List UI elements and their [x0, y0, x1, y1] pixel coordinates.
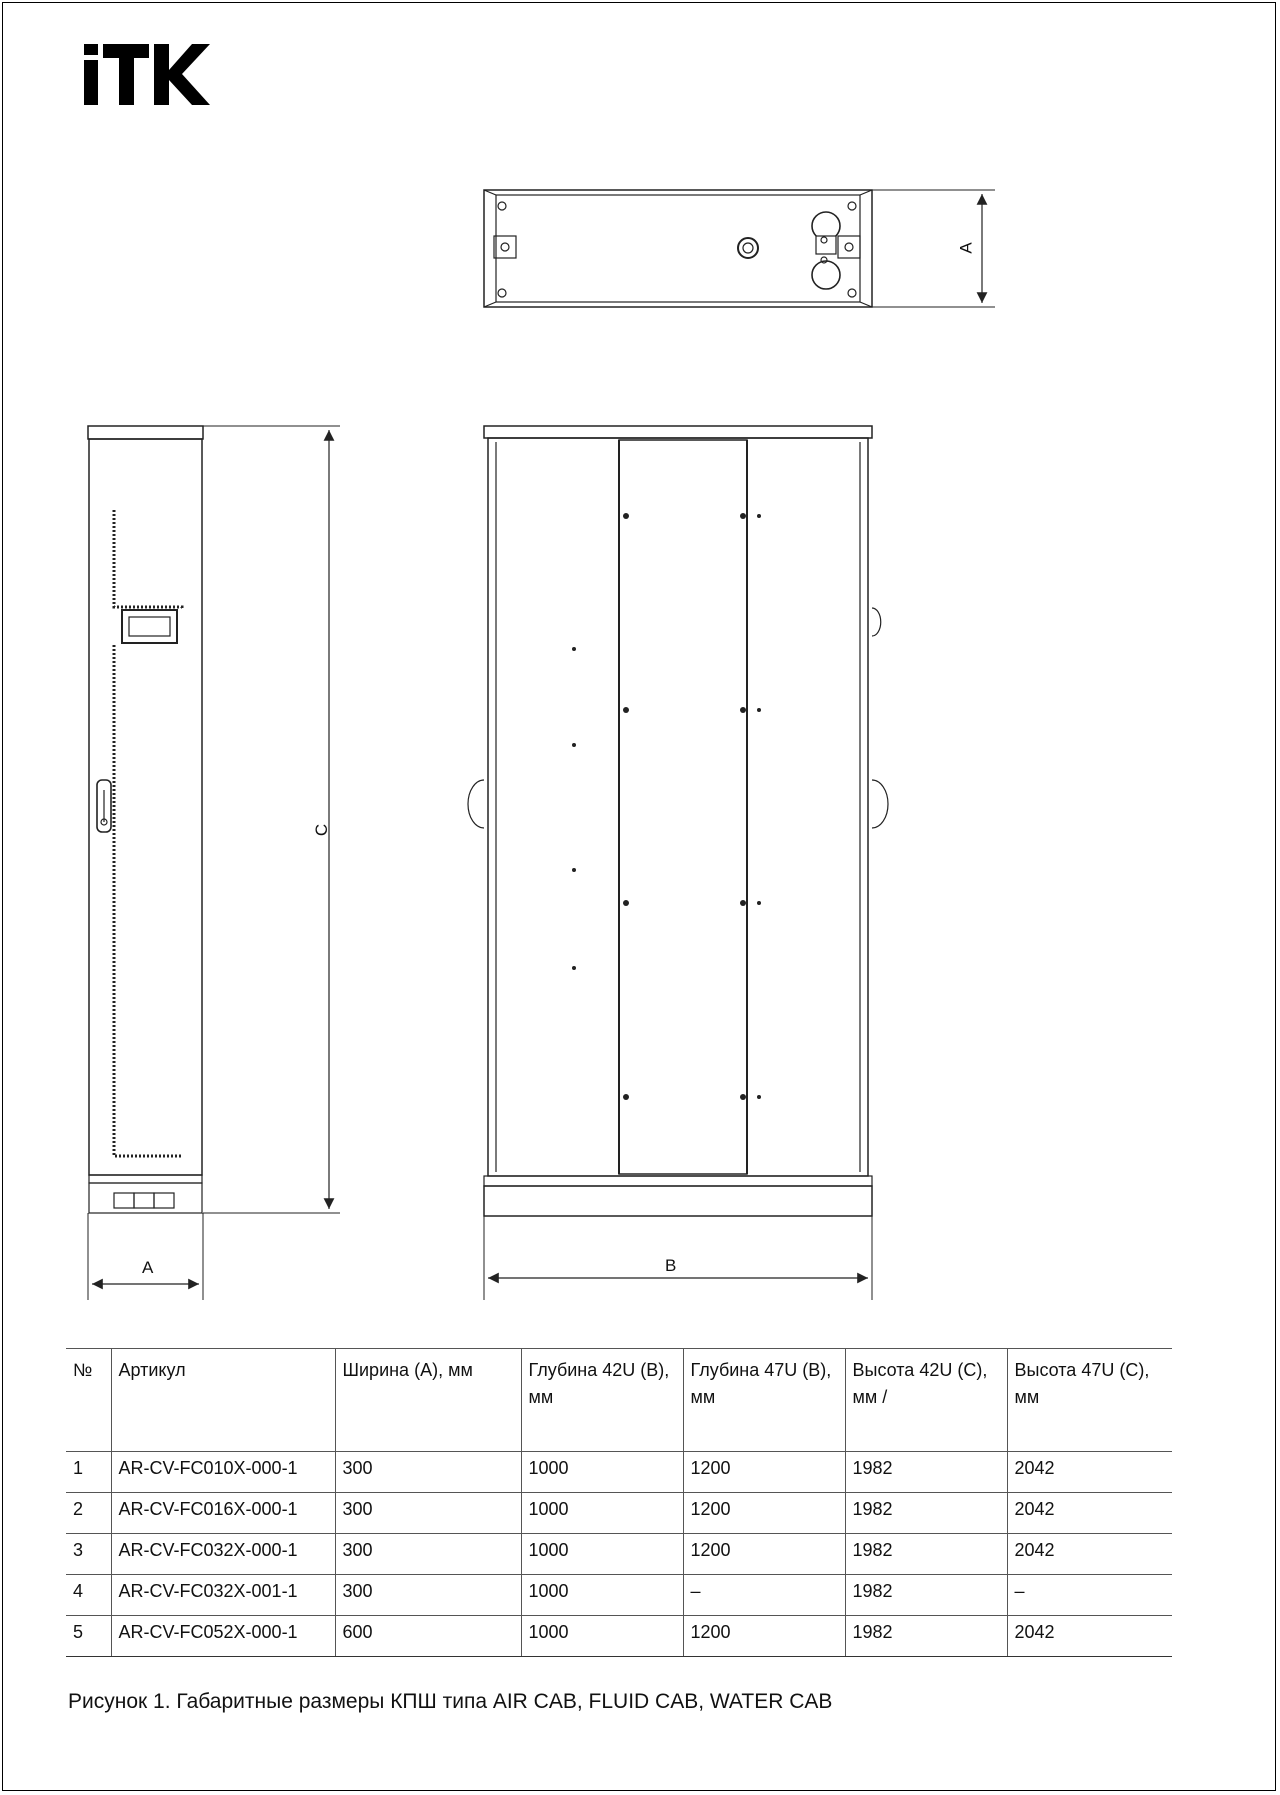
header-number: № — [66, 1349, 111, 1452]
dimension-b-label: B — [665, 1256, 677, 1275]
cell: AR-CV-FC016X-000-1 — [111, 1493, 335, 1534]
dimension-a-side-label: A — [142, 1258, 154, 1277]
spec-table — [66, 1348, 1172, 1657]
header-article: Артикул — [111, 1349, 335, 1452]
cell: 1000 — [521, 1616, 683, 1657]
cell: 2 — [66, 1493, 111, 1534]
cell: 300 — [335, 1452, 521, 1493]
cell: 1982 — [845, 1493, 1007, 1534]
cell: 2042 — [1007, 1493, 1172, 1534]
table-row — [66, 1534, 1172, 1575]
header-depth-42u: Глубина 42U (В), мм — [521, 1349, 683, 1452]
cell: 1982 — [845, 1452, 1007, 1493]
side-view — [88, 426, 340, 1300]
figure-caption: Рисунок 1. Габаритные размеры КПШ типа AIR CAB, FLUID CAB, WATER CAB — [68, 1690, 833, 1713]
cell: 1982 — [845, 1575, 1007, 1616]
cell: 300 — [335, 1575, 521, 1616]
cell: 300 — [335, 1493, 521, 1534]
cell: 1000 — [521, 1534, 683, 1575]
cell: 3 — [66, 1534, 111, 1575]
cell: – — [683, 1575, 845, 1616]
cell: 4 — [66, 1575, 111, 1616]
cell: – — [1007, 1575, 1172, 1616]
cell: 1982 — [845, 1534, 1007, 1575]
cell: 300 — [335, 1534, 521, 1575]
cell: AR-CV-FC032X-001-1 — [111, 1575, 335, 1616]
cell: 1000 — [521, 1452, 683, 1493]
header-width: Ширина (А), мм — [335, 1349, 521, 1452]
front-view — [468, 426, 888, 1300]
header-height-47u: Высота 47U (С), мм — [1007, 1349, 1172, 1452]
cell: 1000 — [521, 1493, 683, 1534]
header-depth-47u: Глубина 47U (В), мм — [683, 1349, 845, 1452]
cell: 2042 — [1007, 1452, 1172, 1493]
cell: 1200 — [683, 1493, 845, 1534]
cell: 2042 — [1007, 1616, 1172, 1657]
header-height-42u: Высота 42U (С), мм / — [845, 1349, 1007, 1452]
cell: 600 — [335, 1616, 521, 1657]
table-row — [66, 1616, 1172, 1657]
cell: 1200 — [683, 1534, 845, 1575]
cell: 1982 — [845, 1616, 1007, 1657]
cell: AR-CV-FC010X-000-1 — [111, 1452, 335, 1493]
cell: 1000 — [521, 1575, 683, 1616]
cell: AR-CV-FC052X-000-1 — [111, 1616, 335, 1657]
cell: 1200 — [683, 1452, 845, 1493]
dimension-c-label: C — [312, 823, 332, 837]
table-header-row — [66, 1349, 1172, 1452]
cell: 1 — [66, 1452, 111, 1493]
cell: 1200 — [683, 1616, 845, 1657]
cell: 5 — [66, 1616, 111, 1657]
top-view — [484, 190, 995, 307]
dimension-a-top-label: A — [956, 242, 976, 254]
table-row — [66, 1493, 1172, 1534]
cell: 2042 — [1007, 1534, 1172, 1575]
table-row — [66, 1575, 1172, 1616]
table-row — [66, 1452, 1172, 1493]
cell: AR-CV-FC032X-000-1 — [111, 1534, 335, 1575]
